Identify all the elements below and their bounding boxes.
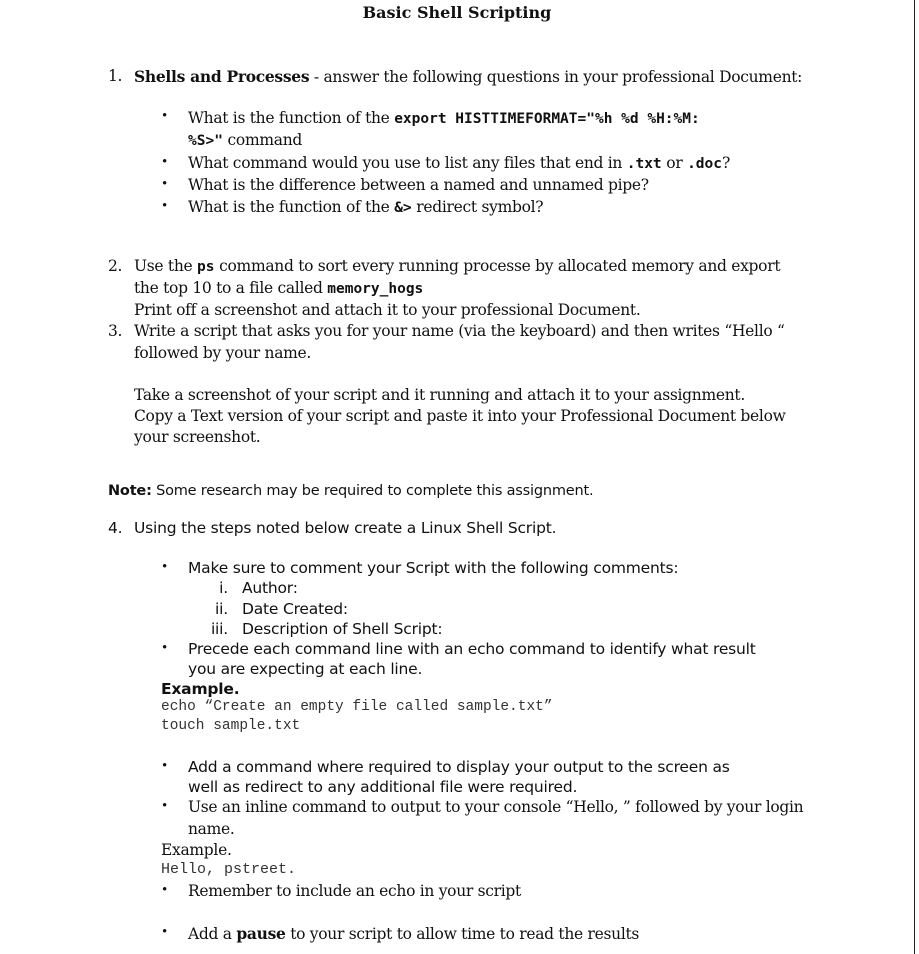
q4-bullet-4-line-1: Use an inline command to output to your console “Hello, ” followed by your login [188,798,804,816]
q1-b1-code: export HISTTIMEFORMAT="%h %d %H:%M: [394,111,700,127]
q4-b6-pause: pause [236,924,286,943]
q1-b4-post: redirect symbol? [411,198,544,216]
page-title: Basic Shell Scripting [362,3,552,22]
q1-bullet-1-line-1 [188,109,700,127]
q3-line-3: Take a screenshot of your script and it running and attach it to your assignment. [134,386,745,404]
bullet-icon: • [162,198,168,214]
q1-b2-text: What command would you use to list any files that end in [188,154,627,172]
q1-b1-post: command [222,131,303,149]
q2-memory-hogs-code: memory_hogs [327,281,424,297]
q1-bullet-1-line-2 [188,131,302,149]
q1-b2-code-txt: .txt [626,156,662,172]
example-label-2: Example. [161,841,232,859]
bullet-icon: • [162,758,168,774]
note-text: Some research may be required to complete this assignment. [151,483,594,499]
sub-item-number: iii. [210,620,228,638]
q1-b4-code: &> [394,200,412,216]
q1-bullet-2 [188,154,730,172]
sub-item-number: i. [219,579,228,597]
bullet-icon: • [162,559,168,575]
q4-bullet-6 [188,924,639,943]
example-label: Example. [161,680,240,698]
bullet-icon: • [162,924,168,940]
q2-line-2 [134,279,423,297]
q4-b6-post: to your script to allow time to read the results [285,925,640,943]
q2-line-1 [134,257,780,275]
bullet-icon: • [162,798,168,814]
code-line-hello: Hello, pstreet. [161,861,297,878]
q4-number: 4. [108,519,123,537]
q4-bullet-1: Make sure to comment your Script with the following comments: [188,559,679,577]
note-label: Note: [108,483,152,499]
note [108,483,593,499]
q4-bullet-2-line-2: you are expecting at each line. [188,660,423,678]
sub-item-number: ii. [215,600,228,618]
q4-intro: Using the steps noted below create a Linux Shell Script. [134,519,557,537]
q4-bullet-3-line-1: Add a command where required to display your output to the screen as [188,758,730,776]
q4-bullet-3-line-2: well as redirect to any additional file were required. [188,778,578,796]
q3-line-1: Write a script that asks you for your name (via the keyboard) and then writes “Hello “ [134,322,785,340]
q4-bullet-2-line-1: Precede each command line with an echo command to identify what result [188,640,756,658]
code-line-touch: touch sample.txt [161,718,301,734]
q2-l2-pre: the top 10 to a file called [134,279,328,297]
q4-bullet-4-line-2: name. [188,820,235,838]
q2-line-3: Print off a screenshot and attach it to your professional Document. [134,301,641,319]
q1-b1-code-cont: %S>" [188,133,223,149]
q1-b1-text: What is the function of the [188,109,395,127]
q2-ps-code: ps [197,259,215,275]
q1-b2-post: ? [721,154,730,172]
q2-l1-post: command to sort every running processe by allocated memory and export [214,257,781,275]
q1-bullet-3: What is the difference between a named and unnamed pipe? [188,176,649,194]
q1-bullet-4 [188,198,543,216]
q1-line [134,67,802,86]
q1-heading: Shells and Processes [134,67,310,86]
q1-number: 1. [108,67,123,85]
sub-item-date-created: Date Created: [242,600,348,618]
bullet-icon: • [162,108,168,124]
q3-line-4: Copy a Text version of your script and paste it into your Professional Document below [134,407,786,425]
q4-bullet-5: Remember to include an echo in your script [188,882,521,900]
q2-l1-pre: Use the [134,257,198,275]
sub-item-author: Author: [242,579,298,597]
bullet-icon: • [162,640,168,656]
q2-number: 2. [108,257,123,275]
q1-b2-code-doc: .doc [687,156,722,172]
q4-b6-pre: Add a [188,925,237,943]
bullet-icon: • [162,154,168,170]
q1-b4-text: What is the function of the [188,198,395,216]
q1-b2-mid: or [661,154,688,172]
q3-number: 3. [108,322,123,340]
q3-line-5: your screenshot. [134,428,261,446]
q3-line-2: followed by your name. [134,344,312,362]
bullet-icon: • [162,882,168,898]
sub-item-description: Description of Shell Script: [242,620,443,638]
code-line-echo: echo “Create an empty file called sample.txt” [161,699,553,715]
q1-rest: - answer the following questions in your professional Document: [309,68,803,86]
bullet-icon: • [162,176,168,192]
